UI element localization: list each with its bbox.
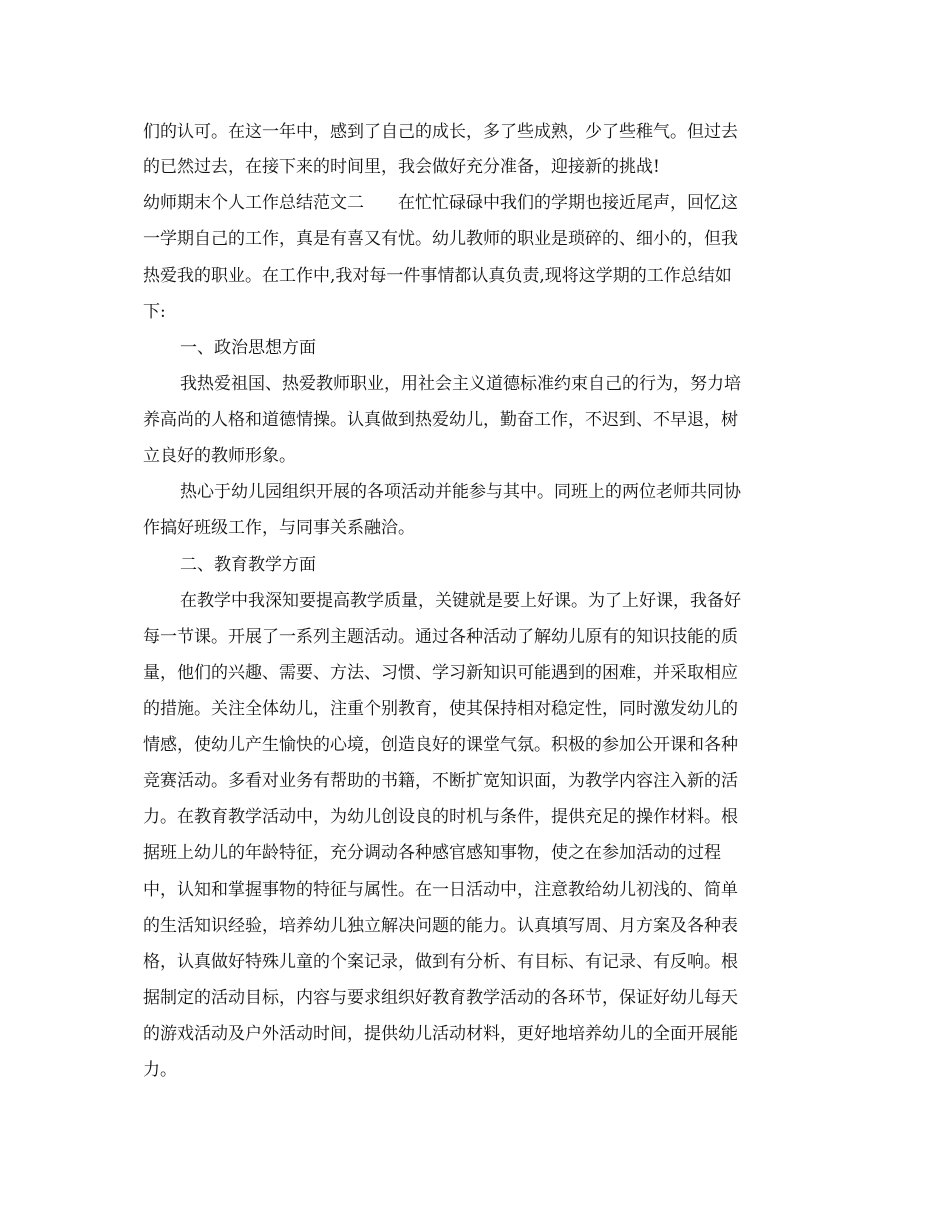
text-line: 热爱我的职业。在工作中,我对每一件事情都认真负责,现将这学期的工作总结如 <box>143 266 732 286</box>
text-line: 据制定的活动目标，内容与要求组织好教育教学活动的各环节，保证好幼儿每天 <box>143 988 738 1008</box>
text-line: 的游戏活动及户外活动时间，提供幼儿活动材料，更好地培养幼儿的全面开展能 <box>143 1024 738 1044</box>
text-line: 力。在教育教学活动中，为幼儿创设良的时机与条件，提供充足的操作材料。根 <box>143 807 738 827</box>
text-line: 立良好的教师形象。 <box>143 446 296 466</box>
text-line: 格，认真做好特殊儿童的个案记录，做到有分析、有目标、有记录、有反响。根 <box>143 952 738 972</box>
text-line: 一学期自己的工作，真是有喜又有忧。幼儿教师的职业是琐碎的、细小的，但我 <box>143 229 738 249</box>
text-line: 竞赛活动。多看对业务有帮助的书籍，不断扩宽知识面，为教学内容注入新的活 <box>143 771 738 791</box>
text-line: 的措施。关注全体幼儿，注重个别教育，使其保持相对稳定性，同时激发幼儿的 <box>143 699 738 719</box>
text-line: 我热爱祖国、热爱教师职业，用社会主义道德标准约束自己的行为，努力培 <box>180 374 741 394</box>
text-line: 们的认可。在这一年中，感到了自己的成长，多了些成熟，少了些稚气。但过去 <box>143 122 738 142</box>
section-title-line: 幼师期末个人工作总结范文二 在忙忙碌碌中我们的学期也接近尾声，回忆这 <box>143 193 738 213</box>
section-heading: 一、政治思想方面 <box>180 338 316 358</box>
text-line: 据班上幼儿的年龄特征，充分调动各种感官感知事物，使之在参加活动的过程 <box>143 843 721 863</box>
text-line: 养高尚的人格和道德情操。认真做到热爱幼儿，勤奋工作，不迟到、不早退，树 <box>143 410 738 430</box>
text-line: 下: <box>143 302 166 322</box>
text-line: 热心于幼儿园组织开展的各项活动并能参与其中。同班上的两位老师共同协 <box>180 482 741 502</box>
text-line: 的已然过去，在接下来的时间里，我会做好充分准备，迎接新的挑战! <box>143 157 660 177</box>
text-line: 量，他们的兴趣、需要、方法、习惯、学习新知识可能遇到的困难，并采取相应 <box>143 663 738 683</box>
section-heading: 二、教育教学方面 <box>180 555 316 575</box>
text-line: 的生活知识经验，培养幼儿独立解决问题的能力。认真填写周、月方案及各种表 <box>143 916 738 936</box>
text-line: 每一节课。开展了一系列主题活动。通过各种活动了解幼儿原有的知识技能的质 <box>143 627 738 647</box>
text-line: 作搞好班级工作，与同事关系融洽。 <box>143 518 415 538</box>
text-line: 中，认知和掌握事物的特征与属性。在一日活动中，注意教给幼儿初浅的、简单 <box>143 880 738 900</box>
text-line: 情感，使幼儿产生愉快的心境，创造良好的课堂气氛。积极的参加公开课和各种 <box>143 735 738 755</box>
text-line: 在教学中我深知要提高教学质量，关键就是要上好课。为了上好课，我备好 <box>180 591 741 611</box>
text-line: 力。 <box>143 1060 177 1080</box>
